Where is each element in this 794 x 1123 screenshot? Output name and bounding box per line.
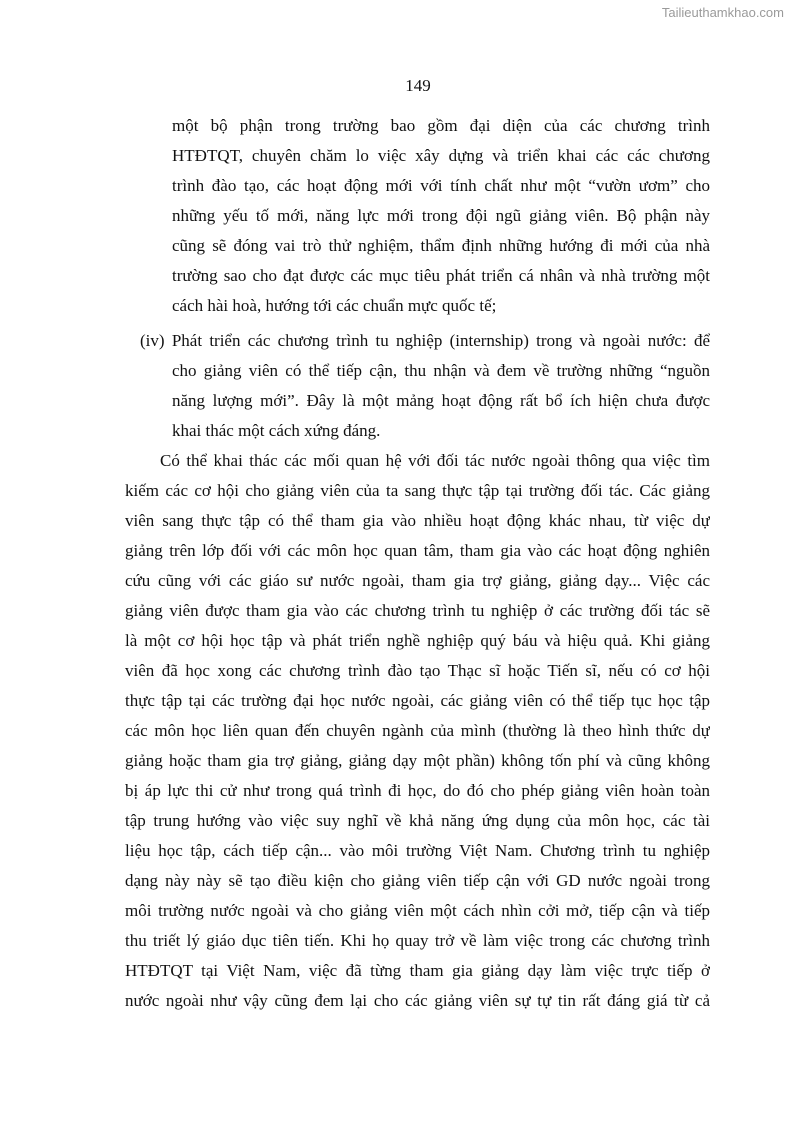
text-line: liệu học tập, cách tiếp cận... vào môi trường Việt Nam. Chương trình tu nghiệp <box>125 841 710 860</box>
text-line: HTĐTQT tại Việt Nam, việc đã từng tham gia giảng dạy làm việc trực tiếp ở <box>125 961 710 980</box>
text-line: thu triết lý giáo dục tiên tiến. Khi họ quay trở về làm việc trong các chương trình <box>125 931 710 950</box>
text-line: trình đào tạo, các hoạt động mới với tính chất như một “vườn ươm” cho <box>172 176 710 195</box>
text-line: môi trường nước ngoài và cho giảng viên một cách nhìn cởi mở, tiếp cận và tiếp <box>125 901 710 920</box>
text-line: nước ngoài như vậy cũng đem lại cho các giảng viên sự tự tin rất đáng giá từ cả <box>125 991 710 1010</box>
text-line: thực tập tại các trường đại học nước ngoài, các giảng viên có thể tiếp tục học tập <box>125 691 710 710</box>
text-line: tập trung hướng vào việc suy nghĩ về khả năng ứng dụng của môn học, các tài <box>125 811 710 830</box>
text-line: cho giảng viên có thể tiếp cận, thu nhận và đem về trường những “nguồn <box>172 361 710 380</box>
text-line: cách hài hoà, hướng tới các chuẩn mực quốc tế; <box>172 296 497 315</box>
text-line: cứu cũng với các giáo sư nước ngoài, tham gia trợ giảng, giảng dạy... Việc các <box>125 571 710 590</box>
text-line: dạng này này sẽ tạo điều kiện cho giảng viên tiếp cận với GD nước ngoài trong <box>125 871 710 890</box>
text-line: khai thác một cách xứng đáng. <box>172 421 381 440</box>
text-line: viên đã học xong các chương trình đào tạo Thạc sĩ hoặc Tiến sĩ, nếu có cơ hội <box>125 661 710 680</box>
text-line: cũng sẽ đóng vai trò thử nghiệm, thẩm định những hướng đi mới của nhà <box>172 236 710 255</box>
text-line: bị áp lực thi cử như trong quá trình đi học, do đó cho phép giảng viên hoàn toàn <box>125 781 710 800</box>
text-line: viên sang thực tập có thể tham gia vào nhiều hoạt động khác nhau, từ việc dự <box>125 511 710 530</box>
list-item-iv <box>140 326 710 446</box>
text-line: một bộ phận trong trường bao gồm đại diện của các chương trình <box>172 116 710 135</box>
text-line: giảng hoặc tham gia trợ giảng, giảng dạy một phần) không tốn phí và cũng không <box>125 751 710 770</box>
text-line: HTĐTQT, chuyên chăm lo việc xây dựng và triển khai các các chương <box>172 146 710 165</box>
page-number: 149 <box>405 76 431 95</box>
text-line: (iv) Phát triển các chương trình tu nghiệp (internship) trong và ngoài nước: để <box>140 331 710 350</box>
text-line: là một cơ hội học tập và phát triển nghề nghiệp quý báu và hiệu quả. Khi giảng <box>125 631 710 650</box>
watermark: Tailieuthamkhao.com <box>661 5 784 20</box>
body-paragraph <box>125 446 710 1016</box>
text-line: kiếm các cơ hội cho giảng viên của ta sang thực tập tại trường đối tác. Các giảng <box>125 481 710 500</box>
text-line: trường sao cho đạt được các mục tiêu phát triển cá nhân và nhà trường một <box>172 266 710 285</box>
text-line: những yếu tố mới, năng lực mới trong đội ngũ giảng viên. Bộ phận này <box>172 206 710 225</box>
list-item-continuation <box>172 111 710 321</box>
text-line: giảng viên được tham gia vào các chương trình tu nghiệp ở các trường đối tác sẽ <box>125 601 710 620</box>
text-line: năng lượng mới”. Đây là một mảng hoạt động rất bổ ích hiện chưa được <box>172 391 710 410</box>
text-line: giảng trên lớp đối với các môn học quan tâm, tham gia vào các hoạt động nghiên <box>125 541 710 560</box>
text-line: các môn học liên quan đến chuyên ngành của mình (thường là theo hình thức dự <box>125 721 710 740</box>
text-line: Có thể khai thác các mối quan hệ với đối tác nước ngoài thông qua việc tìm <box>160 451 710 470</box>
